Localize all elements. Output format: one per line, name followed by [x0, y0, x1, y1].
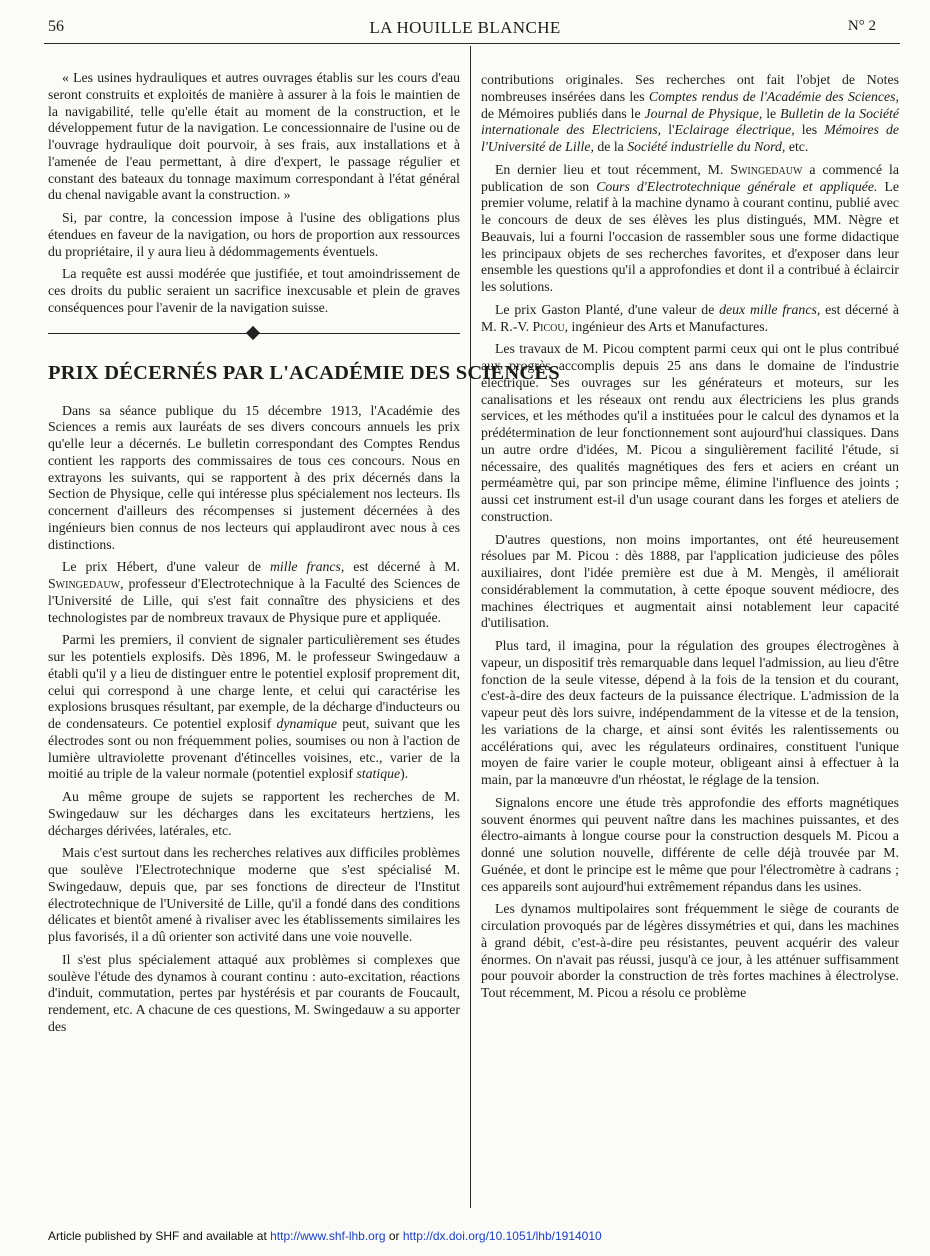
section-title: PRIX DÉCERNÉS PAR L'ACADÉMIE DES SCIENCES — [48, 361, 560, 384]
page-number: 56 — [48, 18, 64, 35]
issue-number: N° 2 — [847, 18, 876, 34]
paragraph: En dernier lieu et tout récemment, M. Swingedauw a commencé la publication de son Cours d'Electrotechnique générale et appliquée. Le premier volume, relatif à la machine dynamo à courant continu, publié avec le concours de deux de ses élèves les plus distingués, MM. Nègre et Beauvais, lui a fourni l'occasion de rassembler sous une forme didactique les principaux objets de ses recherches favorites, et d'exposer dans leur ensemble les questions qu'il a approfondies et dont il a contribué à éclaircir les solutions. — [481, 161, 899, 294]
paragraph: Les travaux de M. Picou comptent parmi ceux qui ont le plus contribué aux progrès accomplis depuis 25 ans dans le domaine de l'industrie électrique. Ses ouvrages sur les générateurs et moteurs, sur les canalisations et les réseaux ont rendu aux électriciens les plus grands services, et les méthodes qu'il a instituées pour le calcul des dynamos et la prédétermination de leur fonctionnement sont aujourd'hui classiques. Dans un autre ordre d'idées, M. Picou a singulièrement facilité l'étude, si nécessaire, des qualités magnétiques des fers et aciers en créant un perméamètre qui, par son principe même, élimine l'influence des joints ; aussi cet instrument est-il d'un usage courant dans les forges et ateliers de construction. — [481, 341, 899, 524]
footer-notice — [48, 1229, 602, 1243]
header-rule — [44, 43, 900, 44]
shf-website-link[interactable]: http://www.shf-lhb.org — [270, 1229, 386, 1243]
paragraph: Mais c'est surtout dans les recherches relatives aux difficiles problèmes que soulève l'Electrotechnique moderne que s'est spécialisé M. Swingedauw, depuis que, par ses fonctions de directeur de l'Institut électrotechnique de l'Université de Lille, qu'il a fondé dans des conditions délicates et bientôt amené à rivaliser avec les établissements similaires les plus favorisés, il a dû orienter son activité dans une voie nouvelle. — [48, 845, 460, 944]
paragraph: La requête est aussi modérée que justifiée, et tout amoindrissement de ces droits du public seraient un sacrifice inexcusable et plein de graves conséquences pour l'avenir de la navigation suisse. — [48, 266, 460, 315]
paragraph: Si, par contre, la concession impose à l'usine des obligations plus étendues en faveur de la navigation, ou hors de proportion aux ressources du propriétaire, il y aura lieu à dédommagements éventuels. — [48, 210, 460, 259]
quoted-paragraph: « Les usines hydrauliques et autres ouvrages établis sur les cours d'eau seront construits et exploités de manière à assurer à la fois le maintien de la navigabilité, telle qu'elle était au moment de la construction, et le développement futur de la navigation. Le concessionnaire de l'usine ou de l'ouvrage hydraulique doit pourvoir, à ses frais, aux installations et à l'amenée de l'eau permettant, à dire d'expert, le passage régulier et constant des bateaux du tonnage maximum correspondant à l'état général du chenal navigable avant la construction. » — [48, 70, 460, 203]
paragraph-prix-hebert: Le prix Hébert, d'une valeur de mille francs, est décerné à M. Swingedauw, professeur d'Electrotechnique à la Faculté des Sciences de l'Université de Lille, qui s'est fait connaître des physiciens et des technologistes par de nombreux travaux de Physique pure et appliquée. — [48, 559, 461, 625]
paragraph: Dans sa séance publique du 15 décembre 1913, l'Académie des Sciences a remis aux lauréats de ses divers concours annuels les prix qu'elle leur a décernés. Le bulletin correspondant des Comptes Rendus contient les rapports des commissaires de tous ces concours. Nous en extrayons les suivants, qui se rapportent à des prix décernés dans la Section de Physique, celle qui intéresse plus spécialement nos lecteurs. Ils concernent d'ailleurs des récompenses si justement décernées à des ingénieurs bien connus de nos lecteurs qui applaudiront avec nous à ces distinctions. — [48, 402, 460, 552]
footer-text: Article published by SHF and available at — [48, 1229, 271, 1243]
paragraph: Il s'est plus spécialement attaqué aux problèmes si complexes que soulève l'étude des dynamos à courant continu : auto-excitation, réactions d'induit, commutation, pertes par hystérésis et par courants de Foucault, rendement, etc. A chacune de ces questions, M. Swingedauw a su apporter des — [48, 951, 460, 1034]
paragraph: D'autres questions, non moins importantes, ont été heureusement résolues par M. Picou : dès 1888, par l'application judicieuse des pôles auxiliaires, dont l'idée première est due à M. Mengès, il améliorait considérablement la commutation, à cette époque souvent médiocre, des machines électriques et augmentait ainsi notablement leur capacité d'utilisation. — [481, 531, 899, 631]
paragraph: Plus tard, il imagina, pour la régulation des groupes électrogènes à vapeur, un dispositif très remarquable dans lequel l'admission, au lieu d'être fonction de la seule vitesse, dépend à la fois de la tension et du courant, c'est-à-dire des deux facteurs de la puissance électrique. L'admission de la vapeur peut dès lors suivre, indépendamment de la vitesse et de la tension, les variations de la charge, et ainsi sont évités les ralentissements ou accélérations qui, avec les régulateurs ordinaires, constituent l'unique moyen de faire varier le couple moteur, obligeant ainsi à effectuer à la main, par la manœuvre d'un rhéostat, le réglage de la tension. — [481, 638, 899, 787]
paragraph: Parmi les premiers, il convient de signaler particulièrement ses études sur les potentiels explosifs. Dès 1896, M. le professeur Swingedauw a établi qu'il y a lieu de distinguer entre le potentiel explosif proprement dit, celui qui correspond à une charge lente, et celui qui caractérise les explosions brusques résultant, par exemple, de la décharge d'inducteurs ou de condensateurs. Ce potentiel explosif dynamique peut, suivant que les électrodes sont ou non fréquemment polies, soumises ou non à l'action de lumière ultraviolette provenant d'étincelles voisines, etc., varier de la moitié au triple de la valeur normale (potentiel explosif statique). — [48, 632, 461, 782]
footer-text: or — [385, 1229, 403, 1243]
column-divider — [470, 46, 471, 1208]
journal-title: LA HOUILLE BLANCHE — [369, 18, 561, 37]
page-header — [40, 16, 890, 42]
doi-link[interactable]: http://dx.doi.org/10.1051/lhb/1914010 — [402, 1229, 602, 1243]
section-separator — [48, 327, 460, 339]
paragraph: Les dynamos multipolaires sont fréquemment le siège de courants de circulation provoqués par de légères dissymétries et qui, dans les machines à grand débit, c'est-à-dire peu résistantes, peuvent acquérir des valeur énormes. On n'avait pas réussi, jusqu'à ce jour, à les atténuer suffisamment pour pouvoir aborder la construction de très fortes machines à électrolyse. Tout récemment, M. Picou a résolu ce problème — [481, 901, 899, 1000]
paragraph-continued: contributions originales. Ses recherches ont fait l'objet de Notes nombreuses insérées dans les Comptes rendus de l'Académie des Sciences, de Mémoires publiés dans le Journal de Physique, le Bulletin de la Société internationale des Electriciens, l'Eclairage électrique, les Mémoires de l'Université de Lille, de la Société industrielle du Nord, etc. — [481, 72, 900, 154]
paragraph: Au même groupe de sujets se rapportent les recherches de M. Swingedauw sur les décharges dans les excitateurs hertziens, les décharges dérivées, latérales, etc. — [48, 789, 460, 838]
paragraph: Signalons encore une étude très approfondie des efforts magnétiques souvent énormes qui peuvent naître dans les machines puissantes, et des électro-aimants à longue course pour la construction desquels M. Picou a donné une solution nouvelle, différente de celle déjà trouvée par M. Guénée, et dont le principe est le même que pour l'électromètre à cadrans ; ces appareils sont aujourd'hui extrêmement répandus dans les usines. — [481, 794, 899, 894]
right-column — [481, 72, 899, 1008]
left-column — [48, 70, 560, 1042]
separator-ornament — [246, 325, 260, 339]
paragraph-prix-gaston-plante: Le prix Gaston Planté, d'une valeur de deux mille francs, est décerné à M. R.-V. Picou, ingénieur des Arts et Manufactures. — [481, 301, 899, 334]
